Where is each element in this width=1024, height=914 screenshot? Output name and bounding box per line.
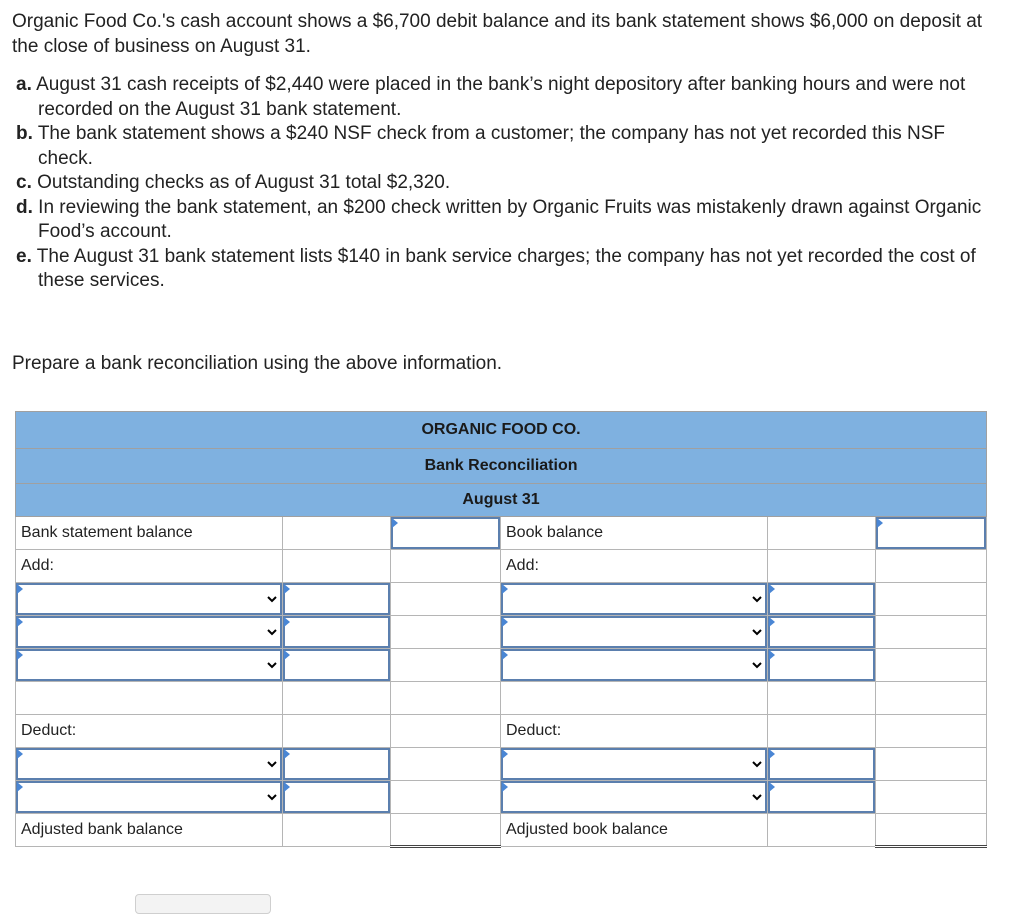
empty-cell: [391, 682, 501, 715]
bank-reconciliation-table: [15, 411, 987, 848]
bank-add-desc-select-2[interactable]: [16, 616, 282, 648]
empty-cell: [501, 682, 768, 715]
adjusted-book-label: Adjusted book balance: [501, 814, 768, 847]
empty-cell: [16, 682, 283, 715]
empty-cell: [876, 748, 987, 781]
bank-deduct-desc-cell: [16, 748, 283, 781]
item-letter: d.: [16, 196, 33, 218]
empty-cell: [768, 715, 876, 748]
empty-cell: [391, 715, 501, 748]
book-add-desc-select-3[interactable]: [501, 649, 767, 681]
book-deduct-amount-input-2[interactable]: [768, 781, 875, 813]
empty-cell: [768, 550, 876, 583]
problem-statement: [12, 10, 1002, 294]
bank-add-amount-input-2[interactable]: [283, 616, 390, 648]
header-title-row: [16, 449, 987, 484]
instruction-prompt: Prepare a bank reconciliation using the above information.: [12, 353, 503, 374]
bank-deduct-amount-cell: [283, 781, 391, 814]
table-row: [16, 583, 987, 616]
bank-deduct-desc-cell: [16, 781, 283, 814]
book-add-amount-cell: [768, 649, 876, 682]
empty-cell: [876, 616, 987, 649]
next-button[interactable]: [135, 894, 271, 914]
empty-cell: [283, 517, 391, 550]
item-text: The bank statement shows a $240 NSF check from a customer; the company has not yet recorded this NSF check.: [37, 123, 945, 169]
empty-cell: [391, 583, 501, 616]
table-row: [16, 649, 987, 682]
table-row: [16, 550, 987, 583]
item-text: In reviewing the bank statement, an $200 check written by Organic Fruits was mistakenly drawn against Organic Food’s account.: [38, 196, 982, 242]
adjusted-bank-label: Adjusted bank balance: [16, 814, 283, 847]
statement-title: Bank Reconciliation: [16, 449, 987, 484]
empty-cell: [768, 682, 876, 715]
bank-balance-cell: [391, 517, 501, 550]
bank-deduct-amount-cell: [283, 748, 391, 781]
table-row: [16, 781, 987, 814]
problem-items: [16, 73, 1002, 294]
empty-cell: [876, 682, 987, 715]
book-deduct-amount-input-1[interactable]: [768, 748, 875, 780]
bank-add-desc-cell: [16, 649, 283, 682]
table-row: [16, 616, 987, 649]
bank-add-amount-cell: [283, 616, 391, 649]
bank-balance-input[interactable]: [391, 517, 500, 549]
book-balance-label: Book balance: [501, 517, 768, 550]
empty-cell: [391, 616, 501, 649]
bank-balance-label: Bank statement balance: [16, 517, 283, 550]
book-deduct-desc-cell: [501, 781, 768, 814]
list-item: [16, 122, 1002, 171]
book-add-label: Add:: [501, 550, 768, 583]
book-deduct-label: Deduct:: [501, 715, 768, 748]
adjusted-book-total-cell: [876, 814, 987, 847]
statement-date: August 31: [16, 484, 987, 517]
header-date-row: [16, 484, 987, 517]
bank-add-amount-input-3[interactable]: [283, 649, 390, 681]
empty-cell: [391, 550, 501, 583]
bank-add-desc-cell: [16, 583, 283, 616]
bank-deduct-label: Deduct:: [16, 715, 283, 748]
table-row: [16, 748, 987, 781]
bank-add-amount-cell: [283, 583, 391, 616]
company-name: ORGANIC FOOD CO.: [16, 412, 987, 449]
table-row: [16, 814, 987, 847]
bank-add-desc-cell: [16, 616, 283, 649]
problem-intro: Organic Food Co.'s cash account shows a $6,700 debit balance and its bank statement shows $6,000 on deposit at the close of business on August 31.: [12, 11, 983, 57]
book-add-amount-cell: [768, 583, 876, 616]
book-deduct-desc-select-1[interactable]: [501, 748, 767, 780]
item-letter: c.: [16, 172, 32, 193]
empty-cell: [876, 550, 987, 583]
table-row: [16, 682, 987, 715]
book-add-desc-cell: [501, 649, 768, 682]
book-add-desc-select-1[interactable]: [501, 583, 767, 615]
list-item: [16, 73, 1002, 122]
list-item: [16, 196, 1002, 245]
book-add-desc-cell: [501, 583, 768, 616]
table-row: [16, 517, 987, 550]
item-text: Outstanding checks as of August 31 total $2,320.: [37, 172, 451, 193]
empty-cell: [876, 781, 987, 814]
empty-cell: [283, 715, 391, 748]
item-letter: a.: [16, 74, 32, 95]
item-text: The August 31 bank statement lists $140 in bank service charges; the company has not yet recorded the cost of these services.: [36, 245, 976, 291]
empty-cell: [283, 814, 391, 847]
empty-cell: [876, 715, 987, 748]
item-text: August 31 cash receipts of $2,440 were placed in the bank’s night depository after banking hours and were not recorded on the August 31 bank statement.: [36, 74, 966, 120]
item-letter: b.: [16, 123, 33, 144]
adjusted-bank-total-cell: [391, 814, 501, 847]
header-company-row: [16, 412, 987, 449]
book-balance-input[interactable]: [876, 517, 986, 549]
book-deduct-desc-cell: [501, 748, 768, 781]
bank-add-amount-cell: [283, 649, 391, 682]
empty-cell: [391, 781, 501, 814]
bank-add-amount-input-1[interactable]: [283, 583, 390, 615]
item-letter: e.: [16, 245, 32, 267]
bank-add-label: Add:: [16, 550, 283, 583]
book-add-amount-input-3[interactable]: [768, 649, 875, 681]
bank-add-desc-select-1[interactable]: [16, 583, 282, 615]
book-deduct-amount-cell: [768, 781, 876, 814]
empty-cell: [876, 583, 987, 616]
empty-cell: [283, 550, 391, 583]
list-item: [16, 245, 1002, 294]
empty-cell: [391, 649, 501, 682]
book-deduct-desc-select-2[interactable]: [501, 781, 767, 813]
bank-deduct-amount-input-2[interactable]: [283, 781, 390, 813]
bank-deduct-desc-select-1[interactable]: [16, 748, 282, 780]
book-add-desc-cell: [501, 616, 768, 649]
bank-deduct-desc-select-2[interactable]: [16, 781, 282, 813]
empty-cell: [768, 814, 876, 847]
book-deduct-amount-cell: [768, 748, 876, 781]
empty-cell: [768, 517, 876, 550]
book-add-amount-cell: [768, 616, 876, 649]
book-add-amount-input-2[interactable]: [768, 616, 875, 648]
book-add-desc-select-2[interactable]: [501, 616, 767, 648]
bank-deduct-amount-input-1[interactable]: [283, 748, 390, 780]
empty-cell: [876, 649, 987, 682]
book-add-amount-input-1[interactable]: [768, 583, 875, 615]
list-item: [16, 171, 1002, 196]
table-row: [16, 715, 987, 748]
empty-cell: [391, 748, 501, 781]
bank-add-desc-select-3[interactable]: [16, 649, 282, 681]
empty-cell: [283, 682, 391, 715]
book-balance-cell: [876, 517, 987, 550]
